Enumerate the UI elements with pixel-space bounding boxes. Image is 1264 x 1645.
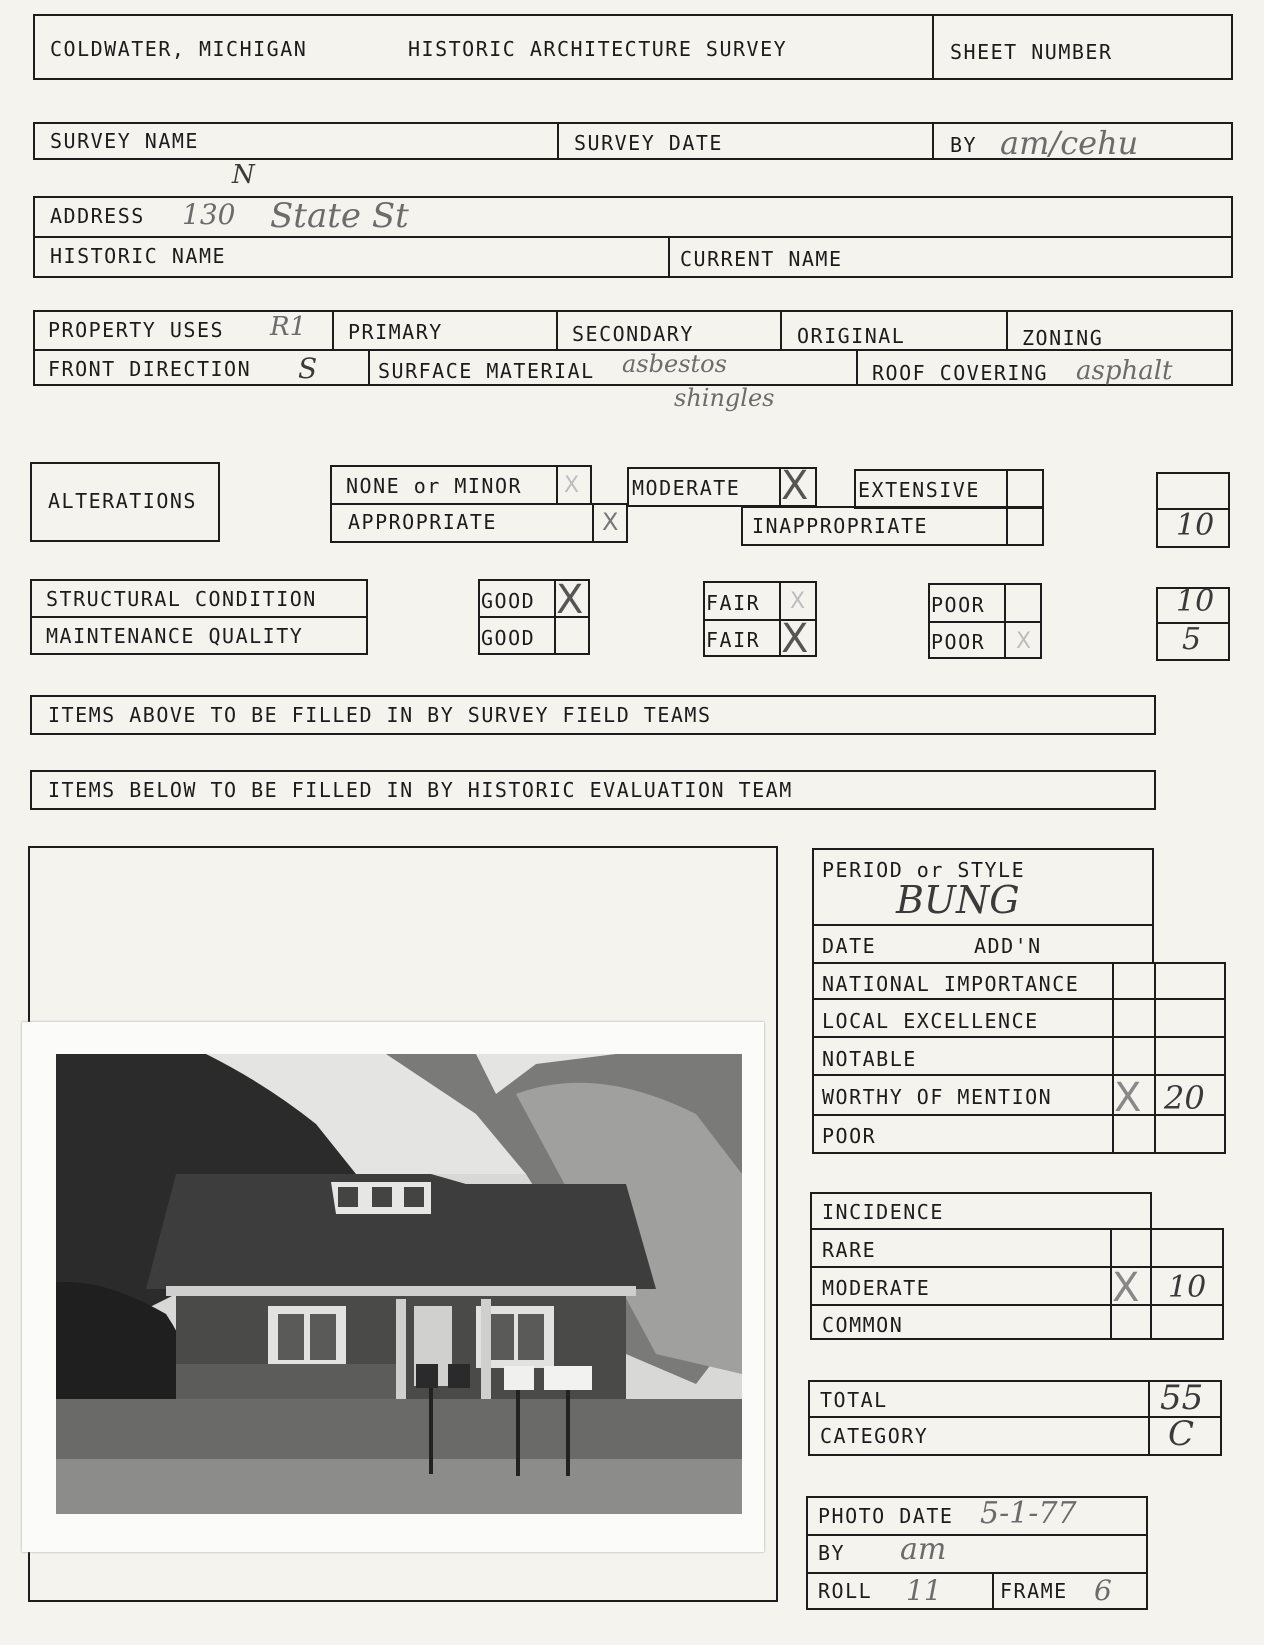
period-style-value: BUNG: [896, 878, 1020, 922]
sheet-number-divider: [932, 14, 934, 80]
structural-poor-label: POOR: [931, 593, 986, 617]
surface-material-value-2: shingles: [674, 384, 775, 412]
structural-condition-label: STRUCTURAL CONDITION: [46, 587, 317, 611]
maintenance-poor-label: POOR: [931, 630, 986, 654]
by-value: am/cehu: [1000, 124, 1139, 162]
house-photo-image: [56, 1054, 742, 1514]
total-value: 55: [1160, 1378, 1204, 1418]
original-label: ORIGINAL: [797, 324, 906, 348]
items-below-note: ITEMS BELOW TO BE FILLED IN BY HISTORIC EVALUATION TEAM: [48, 778, 793, 802]
importance-vline-1: [1112, 962, 1114, 1154]
period-style-label: PERIOD or STYLE: [822, 858, 1026, 882]
alterations-label: ALTERATIONS: [48, 489, 197, 513]
extensive-checkbox[interactable]: [1006, 469, 1044, 509]
moderate-label: MODERATE: [632, 476, 741, 500]
front-direction-value: S: [298, 352, 318, 385]
secondary-divider: [556, 310, 558, 350]
frame-label: FRAME: [1000, 1579, 1068, 1603]
property-uses-value: R1: [270, 312, 307, 342]
house-photo: [56, 1054, 742, 1514]
survey-name-label: SURVEY NAME: [50, 129, 199, 153]
original-divider: [780, 310, 782, 350]
structural-fair-x: X: [790, 589, 806, 614]
secondary-label: SECONDARY: [572, 322, 694, 346]
none-minor-label: NONE or MINOR: [346, 474, 523, 498]
zoning-divider: [1006, 310, 1008, 350]
photo-date-label: PHOTO DATE: [818, 1504, 954, 1528]
photo-info-line-1: [806, 1534, 1148, 1536]
importance-line-1: [812, 998, 1226, 1000]
address-street: State St: [270, 196, 409, 236]
photo-by-label: BY: [818, 1541, 846, 1565]
roll-value: 11: [906, 1574, 942, 1607]
photo-by-value: am: [900, 1532, 947, 1567]
importance-vline-2: [1154, 962, 1156, 1154]
moderate-x: X: [781, 463, 809, 509]
local-excellence-label: LOCAL EXCELLENCE: [822, 1009, 1039, 1033]
address-label: ADDRESS: [50, 204, 145, 228]
poor-grid-hline: [928, 621, 1042, 623]
roof-divider: [856, 349, 858, 386]
category-value: C: [1168, 1414, 1195, 1454]
totals-vline: [1148, 1380, 1150, 1456]
moderate-incidence-x: X: [1112, 1265, 1140, 1311]
survey-title: HISTORIC ARCHITECTURE SURVEY: [408, 37, 788, 61]
photo-date-value: 5-1-77: [980, 1496, 1077, 1531]
roof-covering-label: ROOF COVERING: [872, 361, 1049, 385]
period-date-divider: [812, 924, 1154, 926]
notable-label: NOTABLE: [822, 1047, 917, 1071]
address-number: 130: [182, 198, 236, 231]
frame-value: 6: [1094, 1574, 1112, 1607]
national-importance-label: NATIONAL IMPORTANCE: [822, 972, 1080, 996]
by-label: BY: [950, 133, 978, 157]
maintenance-fair-x: X: [781, 616, 809, 662]
moderate-incidence-label: MODERATE: [822, 1276, 931, 1300]
roof-covering-value: asphalt: [1076, 356, 1173, 386]
front-direction-label: FRONT DIRECTION: [48, 357, 252, 381]
importance-line-3: [812, 1074, 1226, 1076]
structural-fair-label: FAIR: [706, 591, 761, 615]
incidence-line-1: [810, 1266, 1224, 1268]
current-name-label: CURRENT NAME: [680, 247, 843, 271]
city-label: COLDWATER, MICHIGAN: [50, 37, 308, 61]
category-label: CATEGORY: [820, 1424, 929, 1448]
total-label: TOTAL: [820, 1388, 888, 1412]
moderate-incidence-score: 10: [1168, 1270, 1207, 1305]
poor-grid-vline[interactable]: [1004, 583, 1006, 659]
poor-importance-label: POOR: [822, 1124, 877, 1148]
addn-label: ADD'N: [974, 934, 1042, 958]
alterations-score: 10: [1176, 508, 1215, 543]
common-label: COMMON: [822, 1313, 904, 1337]
primary-label: PRIMARY: [348, 320, 443, 344]
rare-label: RARE: [822, 1238, 877, 1262]
incidence-line-2: [810, 1304, 1224, 1306]
incidence-vline-2: [1150, 1228, 1152, 1340]
survey-divider-2: [932, 122, 934, 160]
inappropriate-checkbox[interactable]: [1006, 506, 1044, 546]
inappropriate-label: INAPPROPRIATE: [752, 514, 929, 538]
items-above-note: ITEMS ABOVE TO BE FILLED IN BY SURVEY FIELD TEAMS: [48, 703, 712, 727]
sheet-number-label: SHEET NUMBER: [950, 40, 1113, 64]
worthy-score: 20: [1164, 1079, 1205, 1117]
current-name-divider: [668, 236, 670, 278]
surface-material-value: asbestos: [622, 350, 727, 378]
frame-divider: [992, 1572, 994, 1610]
none-minor-x: X: [564, 473, 580, 498]
condition-row-divider: [30, 616, 368, 618]
maintenance-poor-x: X: [1016, 629, 1032, 654]
structural-good-x: X: [556, 577, 584, 623]
historic-name-label: HISTORIC NAME: [50, 244, 227, 268]
photo-mount: [22, 1022, 764, 1552]
extensive-label: EXTENSIVE: [858, 478, 980, 502]
surface-divider: [368, 349, 370, 386]
survey-divider-1: [557, 122, 559, 160]
zoning-label: ZONING: [1022, 326, 1104, 350]
maintenance-quality-label: MAINTENANCE QUALITY: [46, 624, 304, 648]
surface-material-label: SURFACE MATERIAL: [378, 359, 595, 383]
appropriate-label: APPROPRIATE: [348, 510, 497, 534]
importance-line-2: [812, 1036, 1226, 1038]
appropriate-x: X: [602, 508, 619, 536]
maintenance-score: 5: [1182, 622, 1202, 657]
primary-divider: [332, 310, 334, 350]
property-uses-label: PROPERTY USES: [48, 318, 225, 342]
roll-label: ROLL: [818, 1579, 873, 1603]
address-row-divider: [33, 236, 1233, 238]
address-prefix: N: [232, 160, 255, 190]
structural-good-label: GOOD: [481, 589, 536, 613]
survey-date-label: SURVEY DATE: [574, 131, 723, 155]
structural-score: 10: [1176, 584, 1215, 619]
maintenance-good-label: GOOD: [481, 626, 536, 650]
worthy-x: X: [1114, 1075, 1142, 1121]
worthy-of-mention-label: WORTHY OF MENTION: [822, 1085, 1053, 1109]
incidence-label: INCIDENCE: [822, 1200, 944, 1224]
date-label: DATE: [822, 934, 877, 958]
maintenance-fair-label: FAIR: [706, 628, 761, 652]
